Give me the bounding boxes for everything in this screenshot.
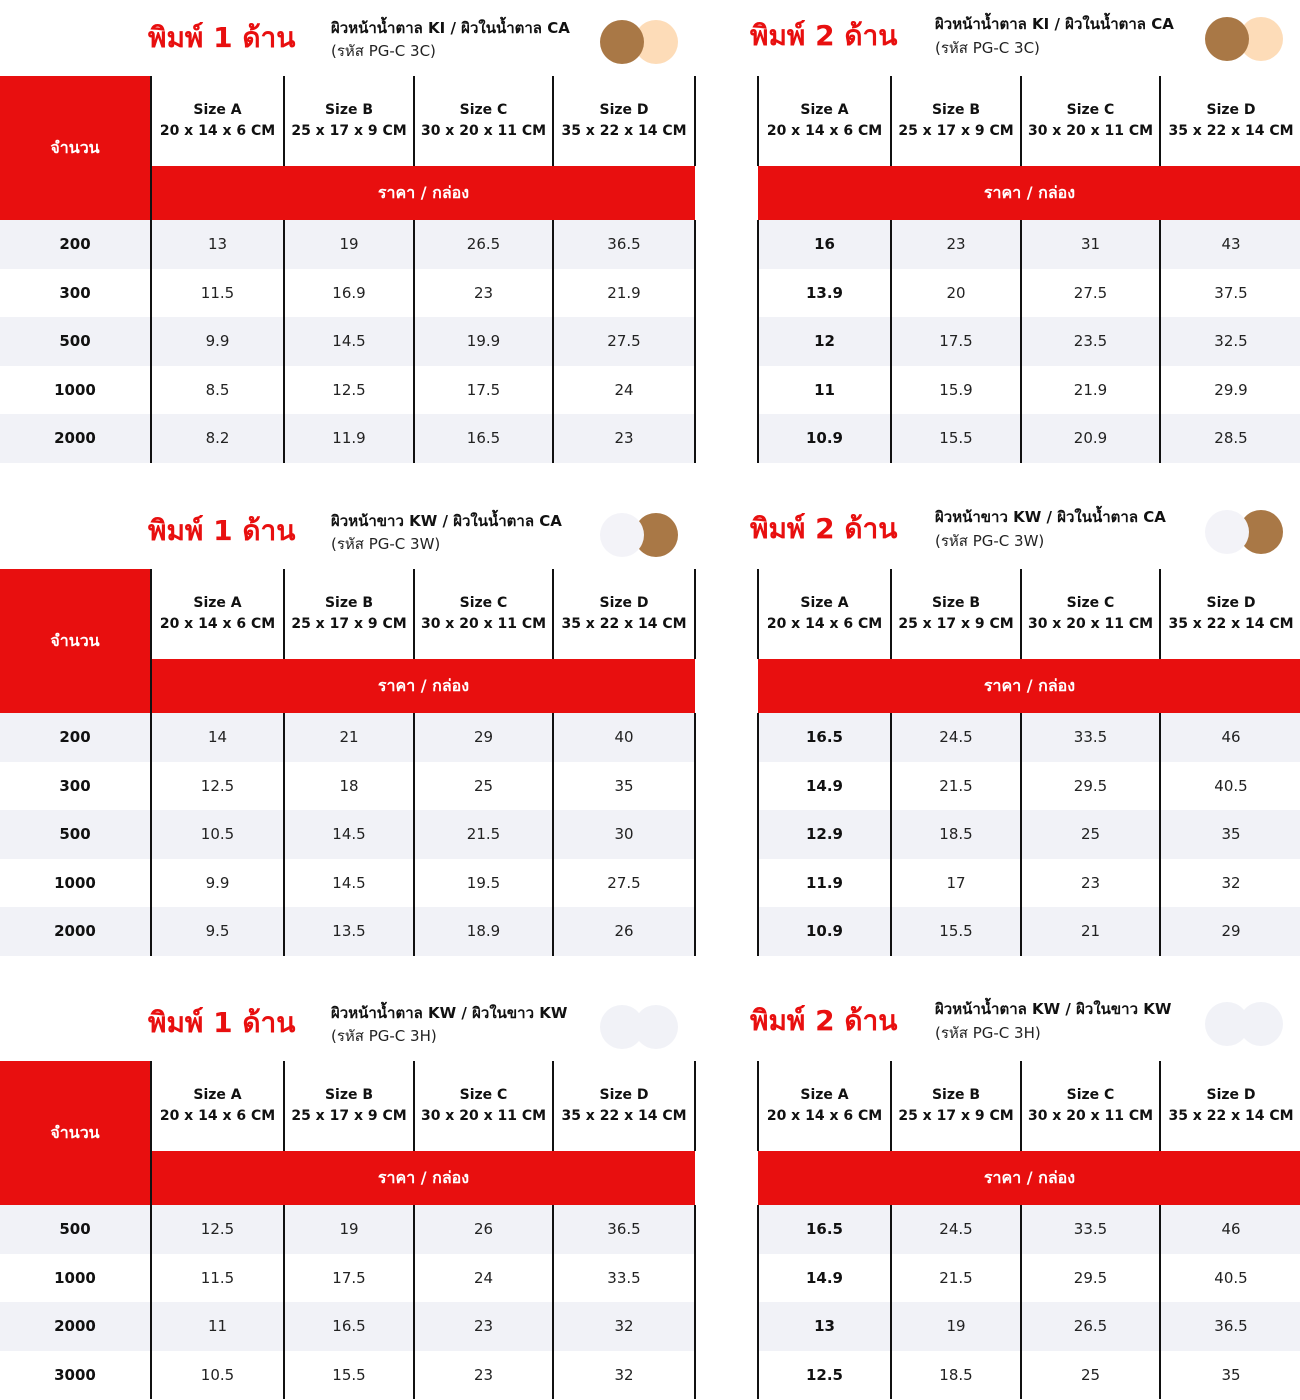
table-row (758, 907, 1300, 956)
table-row (758, 1302, 1300, 1351)
size-dimensions: 35 x 22 x 14 CM (1168, 123, 1294, 139)
size-header-row (758, 1061, 1300, 1151)
price-cell: 17.5 (891, 317, 1021, 366)
table-row (0, 810, 695, 859)
price-table (757, 76, 1300, 463)
size-dimensions: 20 x 14 x 6 CM (159, 1108, 276, 1124)
size-dimensions: 25 x 17 x 9 CM (291, 616, 407, 632)
price-cell: 16 (758, 220, 891, 269)
price-cell: 29.5 (1021, 762, 1160, 811)
price-cell: 28.5 (1160, 414, 1300, 463)
size-name: Size C (1066, 102, 1115, 118)
price-cell: 24 (553, 366, 695, 415)
size-header-d (553, 569, 695, 659)
price-cell: 18.9 (414, 907, 553, 956)
size-name: Size A (193, 102, 242, 118)
material-label: ผิวหน้าน้ำตาล KI / ผิวในน้ำตาล CA (331, 19, 570, 37)
product-code: (รหัส PG-C 3H) (935, 1024, 1041, 1042)
quantity-header: จำนวน (0, 569, 151, 713)
price-cell: 40.5 (1214, 1268, 1248, 1287)
quantity-cell: 200 (0, 713, 151, 762)
price-cell: 11.5 (151, 269, 284, 318)
price-per-box-header: ราคา / กล่อง (151, 659, 695, 713)
size-header-b (284, 1061, 414, 1151)
table-row (758, 269, 1300, 318)
size-dimensions: 30 x 20 x 11 CM (1027, 123, 1154, 139)
price-cell: 11.5 (151, 1254, 284, 1303)
price-cell: 12 (758, 317, 891, 366)
table-row (758, 1351, 1300, 1400)
size-name: Size B (931, 1087, 981, 1103)
price-cell: 12.9 (758, 810, 891, 859)
size-header-d (553, 76, 695, 166)
size-header-a (758, 76, 891, 166)
size-header-c (414, 1061, 553, 1151)
price-cell: 24.5 (891, 1205, 1021, 1254)
price-cell: 29 (1160, 907, 1300, 956)
size-name: Size D (1206, 1087, 1256, 1103)
price-cell: 17.5 (414, 366, 553, 415)
price-cell: 36.5 (553, 220, 695, 269)
price-cell: 33.5 (1021, 1205, 1160, 1254)
size-dimensions: 20 x 14 x 6 CM (766, 1108, 883, 1124)
price-cell: 27.5 (553, 859, 695, 908)
price-cell: 23 (414, 269, 553, 318)
price-cell: 19.5 (414, 859, 553, 908)
size-name: Size B (931, 102, 981, 118)
price-per-box-header: ราคา / กล่อง (758, 1151, 1300, 1205)
quantity-cell: 1000 (0, 1254, 151, 1303)
table-row (758, 414, 1300, 463)
price-cell: 18.5 (891, 1351, 1021, 1400)
size-name: Size A (800, 595, 849, 611)
price-cell: 12.5 (151, 1205, 284, 1254)
size-name: Size D (599, 595, 649, 611)
size-name: Size C (459, 595, 508, 611)
price-cell: 40 (553, 713, 695, 762)
price-cell: 25 (1021, 1351, 1160, 1400)
size-name: Size B (324, 595, 374, 611)
price-cell: 15.5 (891, 414, 1021, 463)
size-header-row (758, 76, 1300, 166)
size-dimensions: 30 x 20 x 11 CM (420, 616, 547, 632)
size-name: Size D (599, 1087, 649, 1103)
price-cell: 32 (1221, 873, 1241, 892)
size-dimensions: 30 x 20 x 11 CM (1027, 616, 1154, 632)
price-cell: 35 (553, 762, 695, 811)
price-cell: 23 (891, 220, 1021, 269)
table-row (758, 810, 1300, 859)
quantity-cell: 200 (0, 220, 151, 269)
price-cell: 32.5 (1160, 317, 1300, 366)
price-cell: 30 (553, 810, 695, 859)
size-name: Size A (193, 595, 242, 611)
price-cell: 11 (151, 1302, 284, 1351)
size-header-a (758, 1061, 891, 1151)
size-header-row (0, 1061, 695, 1151)
price-cell: 26 (414, 1205, 553, 1254)
price-cell: 24.5 (891, 713, 1021, 762)
product-code: (รหัส PG-C 3H) (331, 1027, 437, 1045)
size-dimensions: 35 x 22 x 14 CM (1168, 616, 1294, 632)
price-cell: 14.5 (284, 317, 414, 366)
outer-color-swatch (1205, 510, 1249, 554)
price-cell: 11.9 (284, 414, 414, 463)
price-cell: 21.5 (891, 1254, 1021, 1303)
price-cell: 33.5 (553, 1254, 695, 1303)
price-cell: 10.5 (151, 810, 284, 859)
price-header-row (758, 166, 1300, 220)
size-dimensions: 20 x 14 x 6 CM (159, 616, 276, 632)
product-code: (รหัส PG-C 3C) (331, 42, 436, 60)
size-header-row (0, 569, 695, 659)
price-cell: 14 (151, 713, 284, 762)
quantity-cell: 1000 (0, 366, 151, 415)
price-cell: 32 (553, 1302, 695, 1351)
price-cell: 9.9 (151, 317, 284, 366)
price-cell: 10.5 (151, 1351, 284, 1400)
material-label: ผิวหน้าน้ำตาล KW / ผิวในขาว KW (331, 1004, 568, 1022)
print-sides-title: พิมพ์ 2 ด้าน (750, 1004, 898, 1037)
size-header-a (758, 569, 891, 659)
material-label: ผิวหน้าน้ำตาล KW / ผิวในขาว KW (935, 1000, 1172, 1018)
price-cell: 35 (1221, 1365, 1241, 1384)
price-cell: 16.5 (758, 1205, 891, 1254)
price-cell: 16.5 (414, 414, 553, 463)
size-name: Size A (193, 1087, 242, 1103)
price-cell: 25 (414, 762, 553, 811)
price-per-box-header: ราคา / กล่อง (151, 1151, 695, 1205)
product-code: (รหัส PG-C 3C) (935, 39, 1040, 57)
table-row (0, 366, 695, 415)
size-dimensions: 35 x 22 x 14 CM (561, 1108, 687, 1124)
price-cell: 16.5 (284, 1302, 414, 1351)
table-row (0, 907, 695, 956)
size-name: Size C (1066, 595, 1115, 611)
table-row (758, 366, 1300, 415)
size-dimensions: 25 x 17 x 9 CM (898, 616, 1014, 632)
quantity-cell: 300 (0, 269, 151, 318)
size-header-a (151, 76, 284, 166)
price-cell: 26.5 (414, 220, 553, 269)
price-cell: 35 (1160, 810, 1300, 859)
size-dimensions: 25 x 17 x 9 CM (291, 1108, 407, 1124)
price-cell: 19 (891, 1302, 1021, 1351)
size-name: Size B (324, 102, 374, 118)
size-name: Size B (324, 1087, 374, 1103)
size-dimensions: 35 x 22 x 14 CM (1168, 1108, 1294, 1124)
size-header-c (414, 76, 553, 166)
product-code: (รหัส PG-C 3W) (331, 535, 441, 553)
price-cell: 18.5 (891, 810, 1021, 859)
price-cell: 14.5 (284, 859, 414, 908)
price-cell: 13.9 (758, 269, 891, 318)
price-cell: 21.9 (1021, 366, 1160, 415)
price-cell: 12.5 (284, 366, 414, 415)
price-cell: 46 (1160, 713, 1300, 762)
table-row (758, 317, 1300, 366)
table-row (0, 317, 695, 366)
price-cell: 15.5 (284, 1351, 414, 1400)
price-cell: 26.5 (1021, 1302, 1160, 1351)
size-name: Size C (459, 1087, 508, 1103)
price-per-box-header: ราคา / กล่อง (758, 166, 1300, 220)
price-per-box-header: ราคา / กล่อง (758, 659, 1300, 713)
price-cell: 21.9 (553, 269, 695, 318)
product-code: (รหัส PG-C 3W) (935, 532, 1045, 550)
price-cell: 29.5 (1021, 1254, 1160, 1303)
quantity-cell: 2000 (0, 414, 151, 463)
print-sides-title: พิมพ์ 1 ด้าน (148, 21, 296, 54)
price-cell: 43 (1160, 220, 1300, 269)
table-row (0, 414, 695, 463)
price-cell: 11.9 (758, 859, 891, 908)
table-row (0, 859, 695, 908)
price-cell: 20 (891, 269, 1021, 318)
price-cell: 21 (284, 713, 414, 762)
size-dimensions: 25 x 17 x 9 CM (898, 123, 1014, 139)
size-header-b (284, 76, 414, 166)
price-cell: 16.9 (284, 269, 414, 318)
price-cell: 36.5 (1160, 1302, 1300, 1351)
price-cell: 29.9 (1214, 380, 1248, 399)
price-cell: 15.5 (891, 907, 1021, 956)
price-cell: 9.9 (151, 859, 284, 908)
price-cell: 36.5 (553, 1205, 695, 1254)
price-cell: 33.5 (1021, 713, 1160, 762)
size-header-b (891, 76, 1021, 166)
size-dimensions: 20 x 14 x 6 CM (766, 616, 883, 632)
size-name: Size D (1206, 102, 1256, 118)
size-header-c (1021, 1061, 1160, 1151)
size-dimensions: 35 x 22 x 14 CM (561, 123, 687, 139)
table-row (0, 1205, 695, 1254)
table-row (0, 1351, 695, 1400)
print-sides-title: พิมพ์ 1 ด้าน (148, 514, 296, 547)
print-sides-title: พิมพ์ 2 ด้าน (750, 512, 898, 545)
price-cell: 23 (414, 1302, 553, 1351)
outer-color-swatch (600, 1005, 644, 1049)
size-header-d (1160, 1061, 1300, 1151)
size-dimensions: 30 x 20 x 11 CM (420, 123, 547, 139)
price-cell: 14.9 (758, 762, 891, 811)
size-dimensions: 20 x 14 x 6 CM (766, 123, 883, 139)
outer-color-swatch (600, 20, 644, 64)
price-cell: 8.5 (151, 366, 284, 415)
price-cell: 13 (151, 220, 284, 269)
size-header-b (891, 1061, 1021, 1151)
price-cell: 21 (1021, 907, 1160, 956)
table-row (0, 1302, 695, 1351)
size-dimensions: 35 x 22 x 14 CM (561, 616, 687, 632)
price-table (0, 1061, 696, 1399)
price-cell: 40.5 (1214, 776, 1248, 795)
quantity-cell: 500 (0, 317, 151, 366)
price-cell: 10.9 (758, 907, 891, 956)
size-name: Size A (800, 1087, 849, 1103)
price-header-row (758, 1151, 1300, 1205)
size-dimensions: 25 x 17 x 9 CM (898, 1108, 1014, 1124)
material-label: ผิวหน้าน้ำตาล KI / ผิวในน้ำตาล CA (935, 15, 1174, 33)
price-table (0, 569, 696, 956)
price-cell: 14.5 (284, 810, 414, 859)
outer-color-swatch (1205, 17, 1249, 61)
price-cell: 31 (1021, 220, 1160, 269)
table-row (758, 1205, 1300, 1254)
size-header-row (758, 569, 1300, 659)
size-header-a (151, 1061, 284, 1151)
price-cell: 17 (891, 859, 1021, 908)
price-cell: 37.5 (1214, 283, 1248, 302)
table-row (0, 269, 695, 318)
price-cell: 23.5 (1021, 317, 1160, 366)
size-name: Size C (459, 102, 508, 118)
table-row (758, 713, 1300, 762)
size-header-c (1021, 569, 1160, 659)
price-cell: 21.5 (414, 810, 553, 859)
price-cell: 24 (414, 1254, 553, 1303)
quantity-header: จำนวน (0, 1061, 151, 1205)
size-name: Size A (800, 102, 849, 118)
price-cell: 17.5 (284, 1254, 414, 1303)
price-header-row (758, 659, 1300, 713)
price-cell: 21.5 (891, 762, 1021, 811)
material-label: ผิวหน้าขาว KW / ผิวในน้ำตาล CA (331, 512, 562, 530)
size-header-c (414, 569, 553, 659)
price-cell: 11 (758, 366, 891, 415)
price-cell: 19 (284, 1205, 414, 1254)
quantity-cell: 3000 (0, 1351, 151, 1400)
price-cell: 20.9 (1021, 414, 1160, 463)
size-header-d (553, 1061, 695, 1151)
outer-color-swatch (600, 513, 644, 557)
size-header-b (284, 569, 414, 659)
table-row (0, 1254, 695, 1303)
size-dimensions: 30 x 20 x 11 CM (420, 1108, 547, 1124)
price-cell: 13 (758, 1302, 891, 1351)
table-row (0, 713, 695, 762)
price-table (0, 76, 696, 463)
table-row (0, 762, 695, 811)
price-cell: 18 (284, 762, 414, 811)
price-table (757, 1061, 1300, 1399)
price-cell: 12.5 (151, 762, 284, 811)
table-row (758, 859, 1300, 908)
size-header-d (1160, 76, 1300, 166)
price-cell: 25 (1021, 810, 1160, 859)
price-cell: 19 (284, 220, 414, 269)
outer-color-swatch (1205, 1002, 1249, 1046)
price-cell: 16.5 (758, 713, 891, 762)
price-cell: 27.5 (553, 317, 695, 366)
quantity-cell: 500 (0, 1205, 151, 1254)
size-name: Size B (931, 595, 981, 611)
price-cell: 9.5 (151, 907, 284, 956)
price-cell: 23 (414, 1351, 553, 1400)
quantity-header: จำนวน (0, 76, 151, 220)
size-dimensions: 30 x 20 x 11 CM (1027, 1108, 1154, 1124)
price-cell: 46 (1160, 1205, 1300, 1254)
size-name: Size D (599, 102, 649, 118)
price-table (757, 569, 1300, 956)
table-row (0, 220, 695, 269)
table-row (758, 762, 1300, 811)
size-name: Size C (1066, 1087, 1115, 1103)
quantity-cell: 2000 (0, 1302, 151, 1351)
size-header-d (1160, 569, 1300, 659)
quantity-cell: 2000 (0, 907, 151, 956)
quantity-cell: 500 (0, 810, 151, 859)
size-header-c (1021, 76, 1160, 166)
price-cell: 32 (553, 1351, 695, 1400)
table-row (758, 220, 1300, 269)
price-cell: 15.9 (891, 366, 1021, 415)
price-cell: 8.2 (151, 414, 284, 463)
price-cell: 10.9 (758, 414, 891, 463)
size-header-row (0, 76, 695, 166)
size-dimensions: 20 x 14 x 6 CM (159, 123, 276, 139)
price-cell: 14.9 (758, 1254, 891, 1303)
price-cell: 29 (414, 713, 553, 762)
quantity-cell: 1000 (0, 859, 151, 908)
price-cell: 27.5 (1021, 269, 1160, 318)
material-label: ผิวหน้าขาว KW / ผิวในน้ำตาล CA (935, 508, 1166, 526)
size-header-b (891, 569, 1021, 659)
print-sides-title: พิมพ์ 1 ด้าน (148, 1006, 296, 1039)
table-row (758, 1254, 1300, 1303)
price-cell: 12.5 (758, 1351, 891, 1400)
price-cell: 19.9 (414, 317, 553, 366)
price-cell: 26 (553, 907, 695, 956)
size-dimensions: 25 x 17 x 9 CM (291, 123, 407, 139)
price-cell: 23 (1021, 859, 1160, 908)
size-name: Size D (1206, 595, 1256, 611)
price-cell: 23 (553, 414, 695, 463)
price-cell: 13.5 (284, 907, 414, 956)
print-sides-title: พิมพ์ 2 ด้าน (750, 19, 898, 52)
price-per-box-header: ราคา / กล่อง (151, 166, 695, 220)
size-header-a (151, 569, 284, 659)
quantity-cell: 300 (0, 762, 151, 811)
